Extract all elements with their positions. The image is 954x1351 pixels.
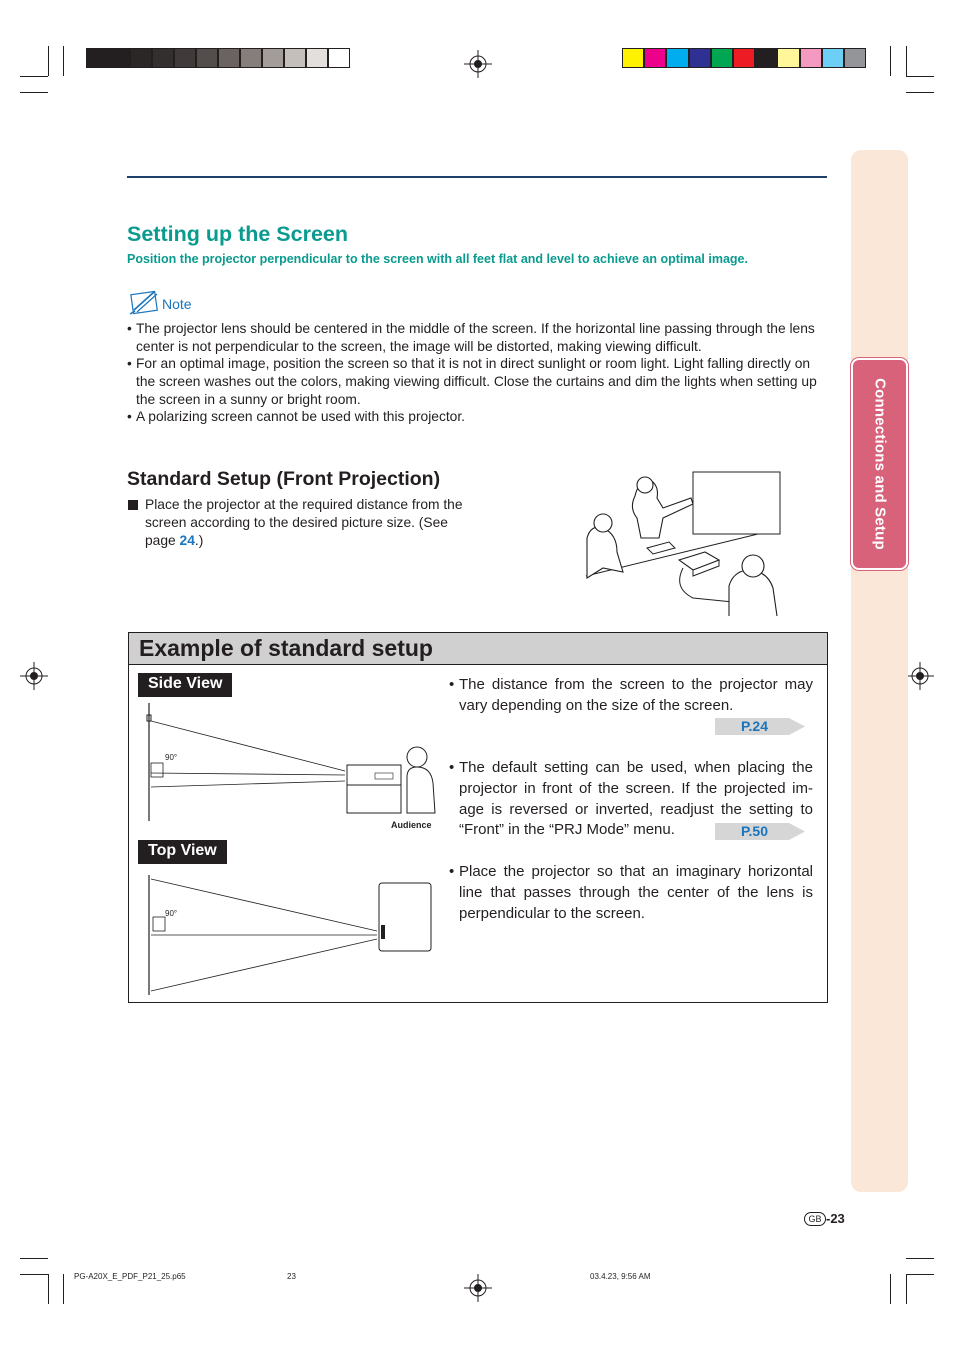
side-view-label: Side View bbox=[138, 673, 232, 697]
registration-target-icon bbox=[464, 1274, 492, 1302]
section-title: Setting up the Screen bbox=[127, 222, 349, 246]
top-rule bbox=[127, 176, 827, 178]
standard-setup-title: Standard Setup (Front Projection) bbox=[127, 468, 441, 490]
crop-mark-top-left-v bbox=[48, 46, 49, 76]
crop-mark-bottom-right-v2 bbox=[906, 1274, 907, 1304]
page-ref-tag-p24[interactable] bbox=[715, 718, 805, 735]
example-note-text: The default setting can be used, when placing the projector in front of the screen. If the projected im-age is reversed or inverted, readjust the setting to “Front” in the “PRJ Mode” menu. bbox=[459, 759, 813, 839]
footer-timestamp: 03.4.23, 9:56 AM bbox=[590, 1272, 651, 1281]
crop-mark-top-right-v bbox=[890, 46, 891, 76]
calibration-swatch bbox=[262, 48, 284, 68]
calibration-swatch bbox=[822, 48, 844, 68]
sidebar-section-tab[interactable] bbox=[851, 358, 908, 570]
crop-mark-bottom-right-h bbox=[906, 1258, 934, 1259]
side-view-diagram bbox=[145, 701, 445, 831]
standard-setup-text bbox=[145, 496, 475, 550]
calibration-swatch bbox=[86, 48, 108, 68]
sidebar-panel bbox=[851, 150, 908, 1192]
section-intro: Position the projector perpendicular to the screen with all feet flat and level to achieve an optimal image. bbox=[127, 252, 748, 266]
calibration-swatch bbox=[711, 48, 733, 68]
standard-setup-text-end: .) bbox=[194, 533, 204, 548]
example-note-text: Place the projector so that an imaginary horizontal line that passes through the center of the lens is perpendicular to the screen. bbox=[459, 863, 813, 922]
page-ref-tag-p50[interactable] bbox=[715, 823, 805, 840]
top-view-diagram bbox=[145, 871, 435, 999]
note-item: • The projector lens should be centered in the middle of the screen. If the horizontal line passing through the lens center is not perpendicular to the screen, the image will be distorted, making viewing difficult. bbox=[127, 321, 815, 354]
registration-target-icon bbox=[464, 50, 492, 78]
example-note-item: • The distance from the screen to the projector may vary depending on the size of the screen. bbox=[449, 676, 813, 714]
calibration-swatch bbox=[196, 48, 218, 68]
calibration-swatch bbox=[622, 48, 644, 68]
example-note-item: • Place the projector so that an imaginary horizontal line that passes through the center of the lens is perpendicular to the screen. bbox=[449, 863, 813, 922]
note-item-text: For an optimal image, position the screen so that it is not in direct sunlight or room light. Light falling directly on the screen washes out the colors, making viewing difficult. Close the curtains and dim the lights when setting up the screen in a sunny or bright room. bbox=[136, 356, 817, 407]
note-item-text: The projector lens should be centered in the middle of the screen. If the horizontal line passing through the lens center is not perpendicular to the screen, the image will be distorted, making viewing difficult. bbox=[136, 321, 815, 354]
calibration-swatch bbox=[689, 48, 711, 68]
calibration-swatch bbox=[240, 48, 262, 68]
audience-label: Audience bbox=[391, 820, 432, 830]
registration-target-icon bbox=[20, 662, 48, 690]
footer-file-name: PG-A20X_E_PDF_P21_25.p65 bbox=[74, 1272, 186, 1281]
example-panel-title: Example of standard setup bbox=[139, 635, 433, 661]
region-badge: GB bbox=[804, 1212, 826, 1226]
side-view-angle-label: 90° bbox=[165, 753, 178, 762]
pencil-note-icon bbox=[128, 288, 162, 316]
calibration-swatch bbox=[218, 48, 240, 68]
example-panel-header bbox=[129, 633, 827, 665]
calibration-swatch bbox=[844, 48, 866, 68]
note-label: Note bbox=[162, 296, 192, 312]
crop-mark-bottom-right-h2 bbox=[906, 1274, 934, 1275]
crop-mark-top-left-h bbox=[20, 76, 48, 77]
projection-room-illustration bbox=[583, 468, 783, 618]
page-number: -23 bbox=[826, 1211, 845, 1226]
crop-mark-top-right-v2 bbox=[906, 46, 907, 76]
page-ref-text: P.50 bbox=[741, 823, 768, 839]
crop-mark-bottom-left-h2 bbox=[20, 1274, 48, 1275]
crop-mark-top-left-v2 bbox=[63, 46, 64, 76]
note-item: • For an optimal image, position the screen so that it is not in direct sunlight or room light. Light falling directly on the screen washes out the colors, making viewing difficult. Close the curtains and dim the lights when setting up the screen in a sunny or bright room. bbox=[127, 356, 817, 407]
calibration-swatch bbox=[644, 48, 666, 68]
note-item: • A polarizing screen cannot be used with this projector. bbox=[127, 409, 466, 424]
calibration-swatch bbox=[755, 48, 777, 68]
crop-mark-bottom-left-v2 bbox=[63, 1274, 64, 1304]
crop-mark-top-right-h bbox=[906, 76, 934, 77]
crop-mark-top-right-h2 bbox=[906, 92, 934, 93]
top-view-angle-label: 90° bbox=[165, 909, 178, 918]
crop-mark-bottom-left-v bbox=[48, 1274, 49, 1304]
calibration-swatch bbox=[666, 48, 688, 68]
calibration-swatch bbox=[328, 48, 350, 68]
footer-sheet-number: 23 bbox=[287, 1272, 296, 1281]
example-note-item: • The default setting can be used, when placing the projector in front of the screen. If the projected im-age is reversed or inverted, readjust the setting to “Front” in the “PRJ Mode” menu. bbox=[449, 759, 813, 839]
page-ref-text: P.24 bbox=[741, 718, 768, 734]
sidebar-tab-label: Connections and Setup bbox=[871, 378, 888, 550]
crop-mark-bottom-left-h bbox=[20, 1258, 48, 1259]
calibration-swatch bbox=[733, 48, 755, 68]
example-note-text: The distance from the screen to the projector may vary depending on the size of the screen. bbox=[459, 676, 813, 714]
calibration-swatch bbox=[800, 48, 822, 68]
crop-mark-bottom-right-v bbox=[890, 1274, 891, 1304]
calibration-swatch bbox=[130, 48, 152, 68]
registration-target-icon bbox=[906, 662, 934, 690]
calibration-swatch bbox=[284, 48, 306, 68]
calibration-swatch bbox=[174, 48, 196, 68]
page-reference-link[interactable]: 24 bbox=[179, 533, 195, 548]
standard-setup-text-body: Place the projector at the required distance from the screen according to the desired picture size. (See page bbox=[145, 497, 463, 548]
calibration-swatch bbox=[152, 48, 174, 68]
crop-mark-top-left-h2 bbox=[20, 92, 48, 93]
square-bullet-icon bbox=[128, 500, 138, 510]
note-item-text: A polarizing screen cannot be used with this projector. bbox=[136, 409, 466, 424]
calibration-swatch bbox=[777, 48, 799, 68]
calibration-swatch bbox=[108, 48, 130, 68]
calibration-swatch bbox=[306, 48, 328, 68]
top-view-label: Top View bbox=[138, 840, 227, 864]
